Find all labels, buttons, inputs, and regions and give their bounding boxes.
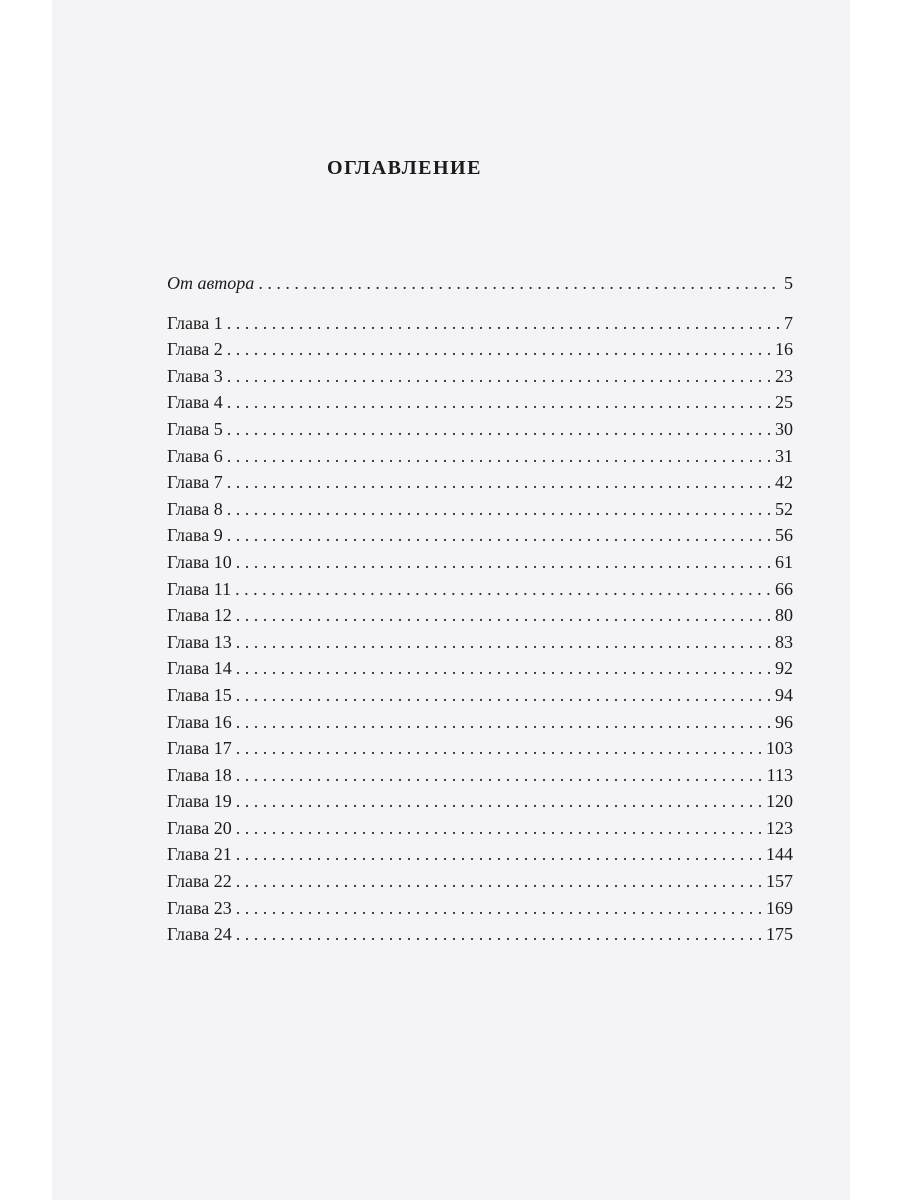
toc-entry-page: 30 [775,418,793,439]
toc-entry-label: Глава 16 [167,711,232,732]
dot-leader [227,310,780,337]
dot-leader [227,443,771,470]
toc-entry-label: Глава 10 [167,551,232,572]
table-of-contents [167,270,793,948]
toc-entry[interactable] [167,735,793,762]
toc-entry-page: 56 [775,525,793,546]
toc-entry-label: Глава 22 [167,871,232,892]
toc-entry[interactable] [167,469,793,496]
toc-entry-label: Глава 2 [167,339,223,360]
dot-leader [227,389,771,416]
toc-entry-page: 42 [775,472,793,493]
dot-leader [227,522,771,549]
dot-leader [227,469,771,496]
toc-entry-label: Глава 14 [167,658,232,679]
dot-leader [236,735,762,762]
dot-leader [227,336,771,363]
dot-leader [236,762,763,789]
toc-entry-page: 23 [775,365,793,386]
toc-entry[interactable] [167,336,793,363]
toc-entry-page: 92 [775,658,793,679]
toc-entry[interactable] [167,496,793,523]
toc-entry-label: Глава 8 [167,498,223,519]
toc-entry[interactable] [167,868,793,895]
dot-leader [236,655,771,682]
toc-entry-label: Глава 12 [167,605,232,626]
toc-entry-page: 16 [775,339,793,360]
toc-entry-label: Глава 5 [167,418,223,439]
toc-entry-page: 5 [784,273,793,293]
toc-entry-page: 80 [775,605,793,626]
toc-entry-label: От автора [167,273,255,293]
toc-entry[interactable] [167,788,793,815]
toc-entry[interactable] [167,709,793,736]
dot-leader [236,709,771,736]
toc-entry-page: 83 [775,631,793,652]
toc-entry-label: Глава 17 [167,738,232,759]
dot-leader [235,576,771,603]
toc-entry[interactable] [167,921,793,948]
dot-leader [227,416,771,443]
toc-entry-label: Глава 21 [167,844,232,865]
toc-entry-label: Глава 1 [167,312,223,333]
toc-entry-page: 94 [775,684,793,705]
dot-leader [236,868,762,895]
toc-entry[interactable] [167,815,793,842]
toc-entry-label: Глава 9 [167,525,223,546]
toc-entry-page: 103 [766,738,793,759]
toc-entry-page: 7 [784,312,793,333]
toc-entry-page: 175 [766,924,793,945]
toc-entry[interactable] [167,895,793,922]
toc-entry-label: Глава 7 [167,472,223,493]
toc-entry-label: Глава 20 [167,817,232,838]
toc-entry-page: 120 [766,791,793,812]
dot-leader [236,841,762,868]
toc-entry[interactable] [167,363,793,390]
toc-entry[interactable] [167,389,793,416]
toc-entry-page: 25 [775,392,793,413]
toc-entry-label: Глава 23 [167,897,232,918]
dot-leader [236,602,771,629]
dot-leader [258,270,780,297]
toc-entry[interactable] [167,682,793,709]
toc-entry-page: 66 [775,578,793,599]
toc-entry-page: 144 [766,844,793,865]
dot-leader [236,895,762,922]
dot-leader [227,496,771,523]
dot-leader [227,363,771,390]
toc-entry-page: 169 [766,897,793,918]
toc-entry-page: 31 [775,445,793,466]
toc-entry-page: 52 [775,498,793,519]
toc-entry[interactable] [167,522,793,549]
toc-entry[interactable] [167,443,793,470]
dot-leader [236,549,771,576]
toc-entry-label: Глава 3 [167,365,223,386]
dot-leader [236,682,771,709]
dot-leader [236,629,771,656]
toc-entry-label: Глава 4 [167,392,223,413]
toc-entry[interactable] [167,549,793,576]
page-title: ОГЛАВЛЕНИЕ [327,157,482,179]
toc-entry-foreword[interactable] [167,270,793,297]
toc-entry-page: 113 [766,764,793,785]
dot-leader [236,815,762,842]
toc-entry-page: 61 [775,551,793,572]
toc-entry-page: 157 [766,871,793,892]
toc-entry-label: Глава 13 [167,631,232,652]
toc-entry-page: 96 [775,711,793,732]
dot-leader [236,788,762,815]
toc-entry[interactable] [167,416,793,443]
toc-entry-label: Глава 18 [167,764,232,785]
toc-entry[interactable] [167,576,793,603]
toc-entry-label: Глава 6 [167,445,223,466]
toc-entry[interactable] [167,310,793,337]
toc-entry-label: Глава 24 [167,924,232,945]
toc-entry[interactable] [167,841,793,868]
toc-entry[interactable] [167,655,793,682]
toc-entry-label: Глава 19 [167,791,232,812]
toc-entry[interactable] [167,629,793,656]
toc-entry-label: Глава 11 [167,578,232,599]
toc-entry[interactable] [167,762,793,789]
toc-entry[interactable] [167,602,793,629]
dot-leader [236,921,762,948]
toc-entry-page: 123 [766,817,793,838]
toc-entry-label: Глава 15 [167,684,232,705]
